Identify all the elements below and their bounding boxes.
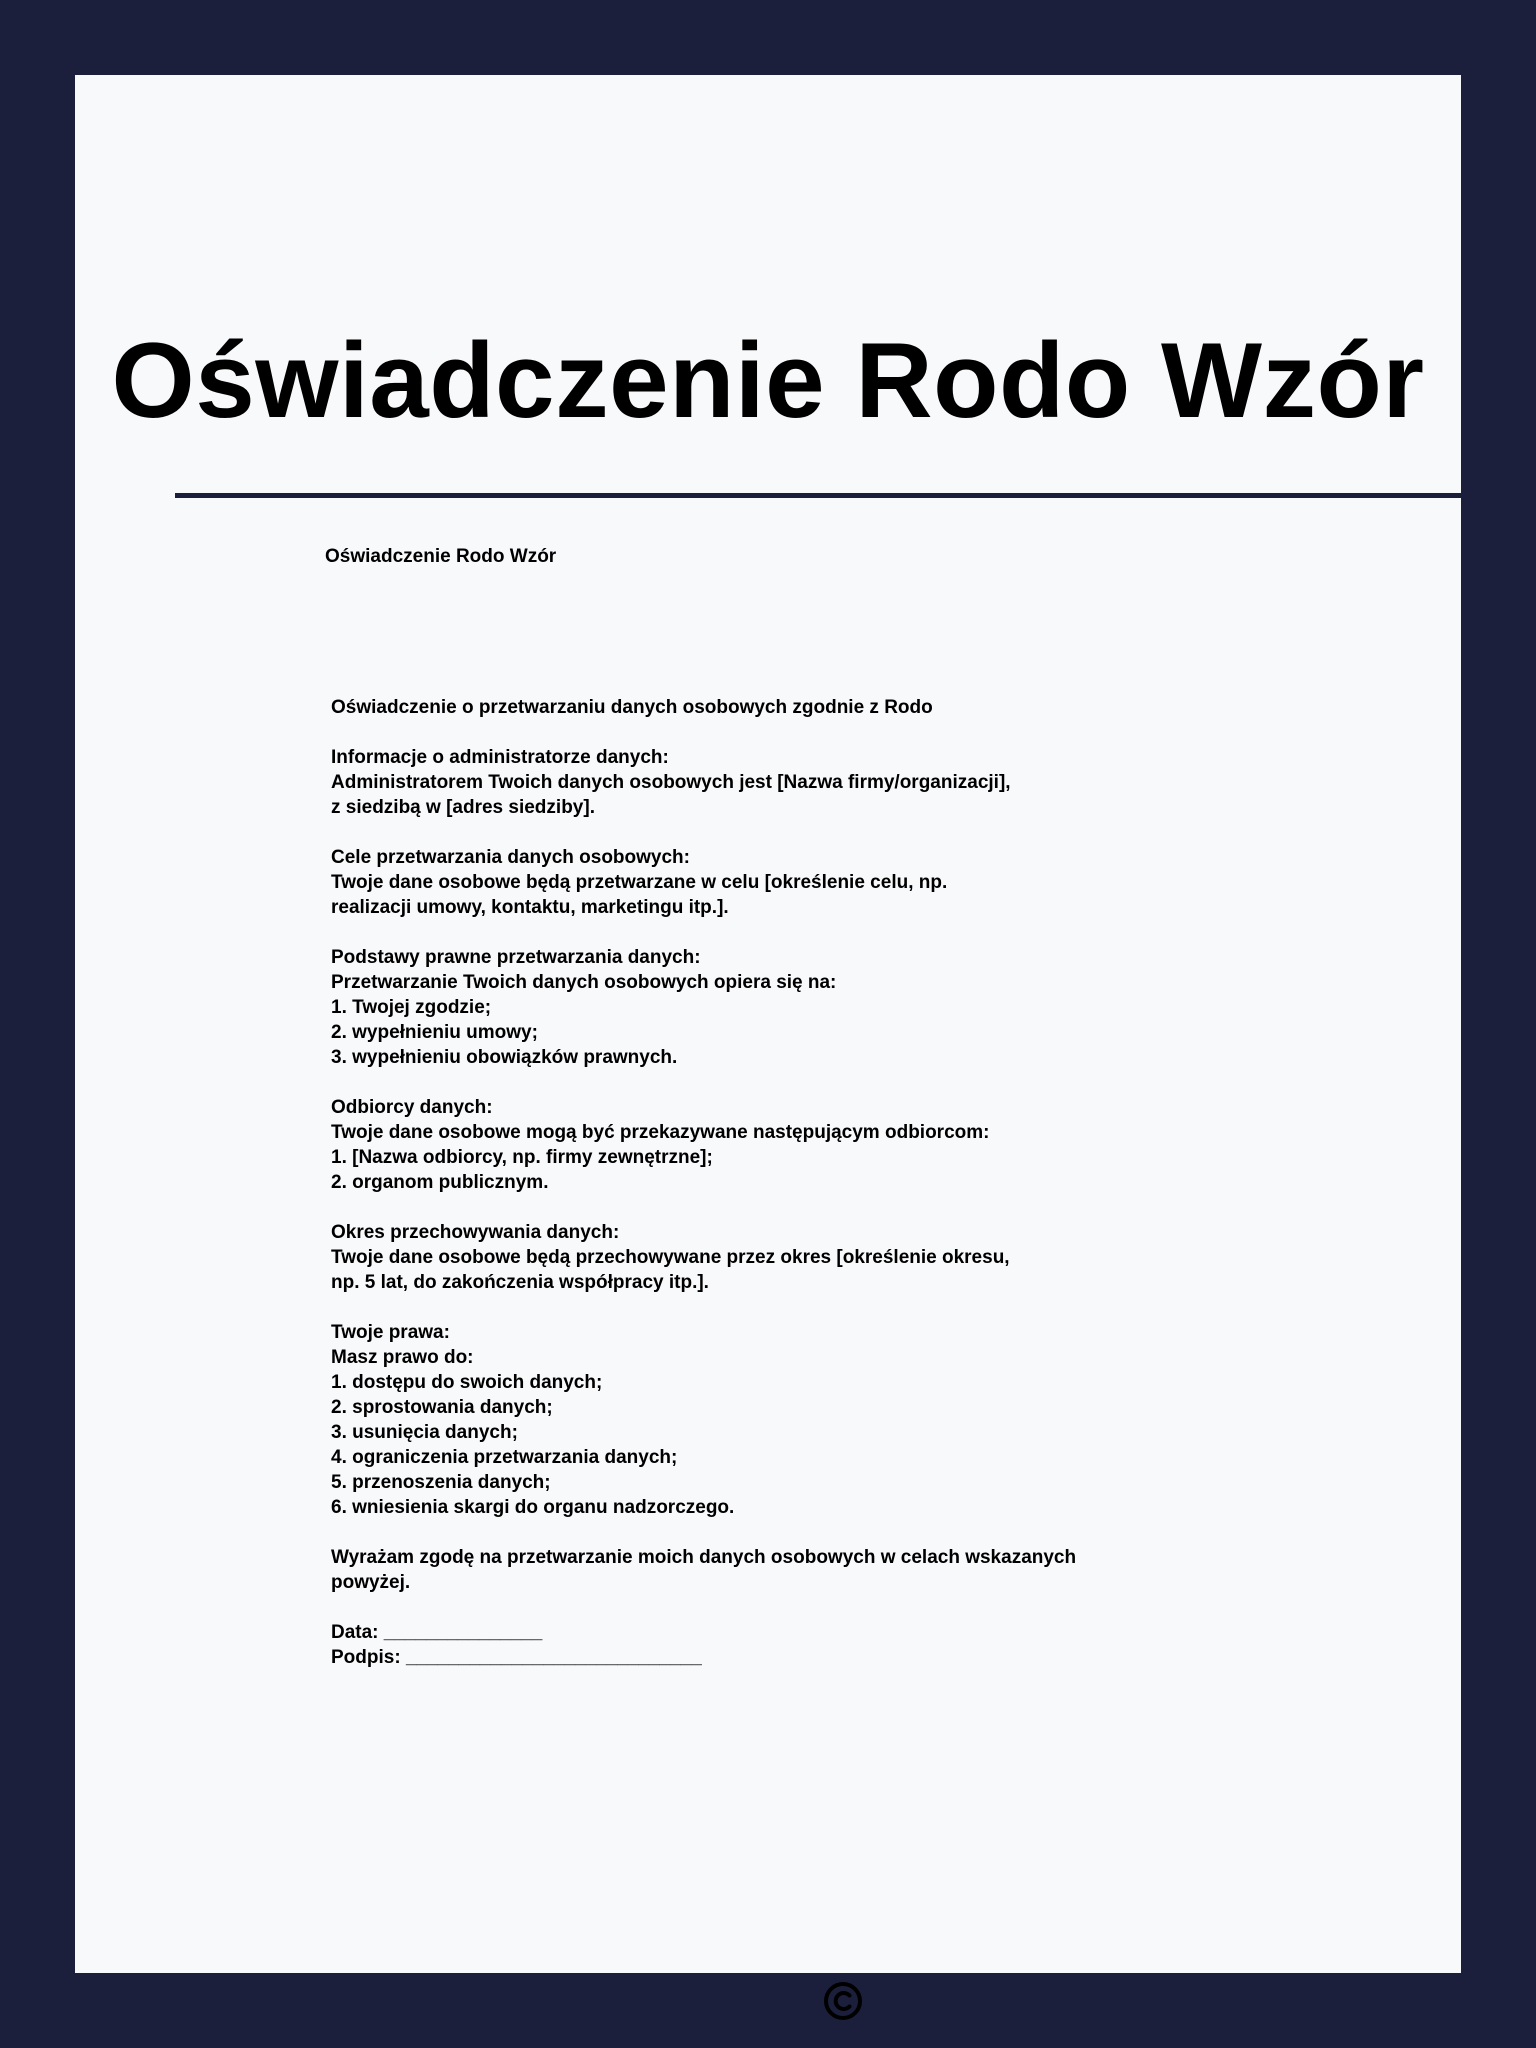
body-line: np. 5 lat, do zakończenia współpracy itp.]. — [331, 1272, 709, 1293]
body-line: Oświadczenie o przetwarzaniu danych osobowych zgodnie z Rodo — [331, 697, 933, 718]
body-line: Informacje o administratorze danych: — [331, 747, 669, 768]
blank-line — [331, 1195, 1191, 1220]
body-line: 4. ograniczenia przetwarzania danych; — [331, 1447, 678, 1468]
body-line: 5. przenoszenia danych; — [331, 1472, 551, 1493]
body-line: Twoje prawa: — [331, 1322, 450, 1343]
copyright-icon — [823, 1981, 863, 2021]
body-line: Twoje dane osobowe będą przechowywane przez okres [określenie okresu, — [331, 1247, 1010, 1268]
body-line: Cele przetwarzania danych osobowych: — [331, 847, 690, 868]
body-line: Masz prawo do: — [331, 1347, 474, 1368]
document-body — [331, 695, 1191, 1670]
blank-line — [331, 1295, 1191, 1320]
body-line: 6. wniesienia skargi do organu nadzorczego. — [331, 1497, 735, 1518]
blank-line — [331, 1520, 1191, 1545]
body-line: 2. wypełnieniu umowy; — [331, 1022, 538, 1043]
body-line: Podstawy prawne przetwarzania danych: — [331, 947, 701, 968]
body-line: Podpis: ____________________________ — [331, 1647, 702, 1668]
document-subtitle: Oświadczenie Rodo Wzór — [325, 546, 557, 567]
blank-line — [331, 1070, 1191, 1095]
page-title: Oświadczenie Rodo Wzór — [111, 320, 1425, 440]
blank-line — [331, 720, 1191, 745]
body-line: 2. organom publicznym. — [331, 1172, 549, 1193]
body-line: powyżej. — [331, 1572, 411, 1593]
body-line: 2. sprostowania danych; — [331, 1397, 553, 1418]
document-page — [75, 75, 1461, 1973]
blank-line — [331, 820, 1191, 845]
body-line: 3. wypełnieniu obowiązków prawnych. — [331, 1047, 678, 1068]
body-line: 1. Twojej zgodzie; — [331, 997, 492, 1018]
body-line: 1. [Nazwa odbiorcy, np. firmy zewnętrzne]; — [331, 1147, 713, 1168]
title-divider — [175, 493, 1511, 498]
body-line: Odbiorcy danych: — [331, 1097, 493, 1118]
body-line: Data: _______________ — [331, 1622, 543, 1643]
body-line: Okres przechowywania danych: — [331, 1222, 620, 1243]
body-line: Twoje dane osobowe będą przetwarzane w celu [określenie celu, np. — [331, 872, 948, 893]
body-line: realizacji umowy, kontaktu, marketingu itp.]. — [331, 897, 729, 918]
body-line: Administratorem Twoich danych osobowych jest [Nazwa firmy/organizacji], — [331, 772, 1011, 793]
body-line: Twoje dane osobowe mogą być przekazywane następującym odbiorcom: — [331, 1122, 990, 1143]
body-line: 1. dostępu do swoich danych; — [331, 1372, 603, 1393]
blank-line — [331, 920, 1191, 945]
body-line: Wyrażam zgodę na przetwarzanie moich danych osobowych w celach wskazanych — [331, 1547, 1077, 1568]
body-line: z siedzibą w [adres siedziby]. — [331, 797, 595, 818]
body-line: 3. usunięcia danych; — [331, 1422, 518, 1443]
body-line: Przetwarzanie Twoich danych osobowych opiera się na: — [331, 972, 837, 993]
blank-line — [331, 1595, 1191, 1620]
